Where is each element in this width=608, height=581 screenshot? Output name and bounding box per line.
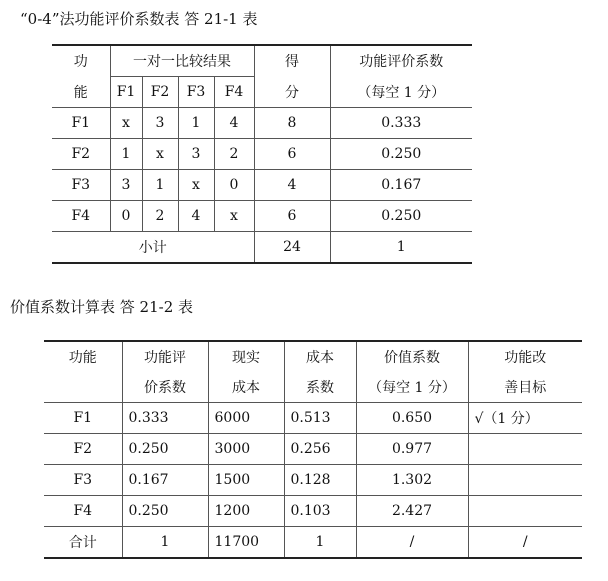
- row-name: F3: [71, 177, 91, 193]
- goal-cell: [468, 496, 582, 527]
- total-cost: 11700: [208, 527, 284, 559]
- cc-cell: 0.128: [284, 465, 356, 496]
- total-vc: /: [356, 527, 468, 559]
- cell: 4: [214, 108, 254, 139]
- score-cell: 6: [254, 201, 330, 232]
- vc-cell: 0.977: [356, 434, 468, 465]
- score-cell: 4: [254, 170, 330, 201]
- row-name: F1: [73, 410, 93, 426]
- header-fec-bottom: 价系数: [122, 372, 208, 403]
- cell: 3: [142, 108, 178, 139]
- table2-header-row-2: [44, 372, 582, 403]
- cost-cell: 1500: [208, 465, 284, 496]
- goal-cell: [468, 465, 582, 496]
- header-function-top: 功: [73, 54, 88, 71]
- score-cell: 8: [254, 108, 330, 139]
- coef-cell: 0.333: [330, 108, 472, 139]
- goal-cell: √（1 分）: [468, 403, 582, 434]
- fec-cell: 0.250: [122, 434, 208, 465]
- table2-total-row: [44, 527, 582, 559]
- header-function-bottom: [44, 372, 122, 403]
- table-row: [52, 201, 472, 232]
- header-f3: F3: [178, 77, 214, 108]
- table-row: [44, 434, 582, 465]
- header-function: 功能: [68, 350, 97, 366]
- row-name: F4: [73, 503, 93, 519]
- table2-header-row-1: [44, 341, 582, 372]
- cc-cell: 0.103: [284, 496, 356, 527]
- header-coef-bottom: （每空 1 分）: [330, 77, 472, 108]
- fec-cell: 0.250: [122, 496, 208, 527]
- header-f4: F4: [214, 77, 254, 108]
- value-coefficient-table: [44, 340, 582, 559]
- table1-total-row: [52, 232, 472, 264]
- table-row: [52, 139, 472, 170]
- score-cell: 6: [254, 139, 330, 170]
- fec-cell: 0.333: [122, 403, 208, 434]
- cell: 3: [110, 170, 142, 201]
- header-cc-top: 成本: [284, 341, 356, 372]
- total-label: 小计: [138, 240, 167, 256]
- table-row: [52, 108, 472, 139]
- cell: 2: [214, 139, 254, 170]
- header-compare: 一对一比较结果: [110, 45, 254, 77]
- header-vc-top: 价值系数: [356, 341, 468, 372]
- table2-caption: 价值系数计算表 答 21-2 表: [10, 298, 194, 316]
- header-score-bottom: 分: [254, 77, 330, 108]
- total-coef: 1: [330, 232, 472, 264]
- table-row: [44, 403, 582, 434]
- header-score-top: 得: [254, 45, 330, 77]
- cell: x: [142, 139, 178, 170]
- header-cc-bottom: 系数: [284, 372, 356, 403]
- vc-cell: 1.302: [356, 465, 468, 496]
- cell: 1: [178, 108, 214, 139]
- cell: 4: [178, 201, 214, 232]
- header-vc-bottom: （每空 1 分）: [356, 372, 468, 403]
- goal-cell: [468, 434, 582, 465]
- row-name: F1: [71, 115, 91, 131]
- header-f1: F1: [110, 77, 142, 108]
- coef-cell: 0.250: [330, 201, 472, 232]
- header-function-bottom: 能: [73, 84, 88, 101]
- cost-cell: 6000: [208, 403, 284, 434]
- row-name: F2: [73, 441, 93, 457]
- total-cc: 1: [284, 527, 356, 559]
- vc-cell: 2.427: [356, 496, 468, 527]
- header-coef-top: 功能评价系数: [330, 45, 472, 77]
- header-fec-top: 功能评: [122, 341, 208, 372]
- table1-header-row-2: [52, 77, 472, 108]
- vc-cell: 0.650: [356, 403, 468, 434]
- cell: 3: [178, 139, 214, 170]
- cell: 1: [110, 139, 142, 170]
- cell: 1: [142, 170, 178, 201]
- row-name: F3: [73, 472, 93, 488]
- cell: x: [214, 201, 254, 232]
- cell: x: [110, 108, 142, 139]
- header-cost-top: 现实: [208, 341, 284, 372]
- cc-cell: 0.513: [284, 403, 356, 434]
- table1-caption: “0-4”法功能评价系数表 答 21-1 表: [20, 10, 258, 28]
- header-goal-bottom: 善目标: [468, 372, 582, 403]
- table-row: [44, 496, 582, 527]
- table-row: [44, 465, 582, 496]
- function-evaluation-table: [52, 44, 472, 264]
- cost-cell: 3000: [208, 434, 284, 465]
- coef-cell: 0.167: [330, 170, 472, 201]
- header-f2: F2: [142, 77, 178, 108]
- header-cost-bottom: 成本: [208, 372, 284, 403]
- cell: 0: [110, 201, 142, 232]
- cc-cell: 0.256: [284, 434, 356, 465]
- table-row: [52, 170, 472, 201]
- cost-cell: 1200: [208, 496, 284, 527]
- cell: x: [178, 170, 214, 201]
- total-goal: /: [468, 527, 582, 559]
- row-name: F4: [71, 208, 91, 224]
- total-fec: 1: [122, 527, 208, 559]
- fec-cell: 0.167: [122, 465, 208, 496]
- total-score: 24: [254, 232, 330, 264]
- table1-header-row-1: [52, 45, 472, 77]
- row-name: F2: [71, 146, 91, 162]
- cell: 0: [214, 170, 254, 201]
- cell: 2: [142, 201, 178, 232]
- total-name: 合计: [68, 535, 97, 551]
- header-goal-top: 功能改: [468, 341, 582, 372]
- coef-cell: 0.250: [330, 139, 472, 170]
